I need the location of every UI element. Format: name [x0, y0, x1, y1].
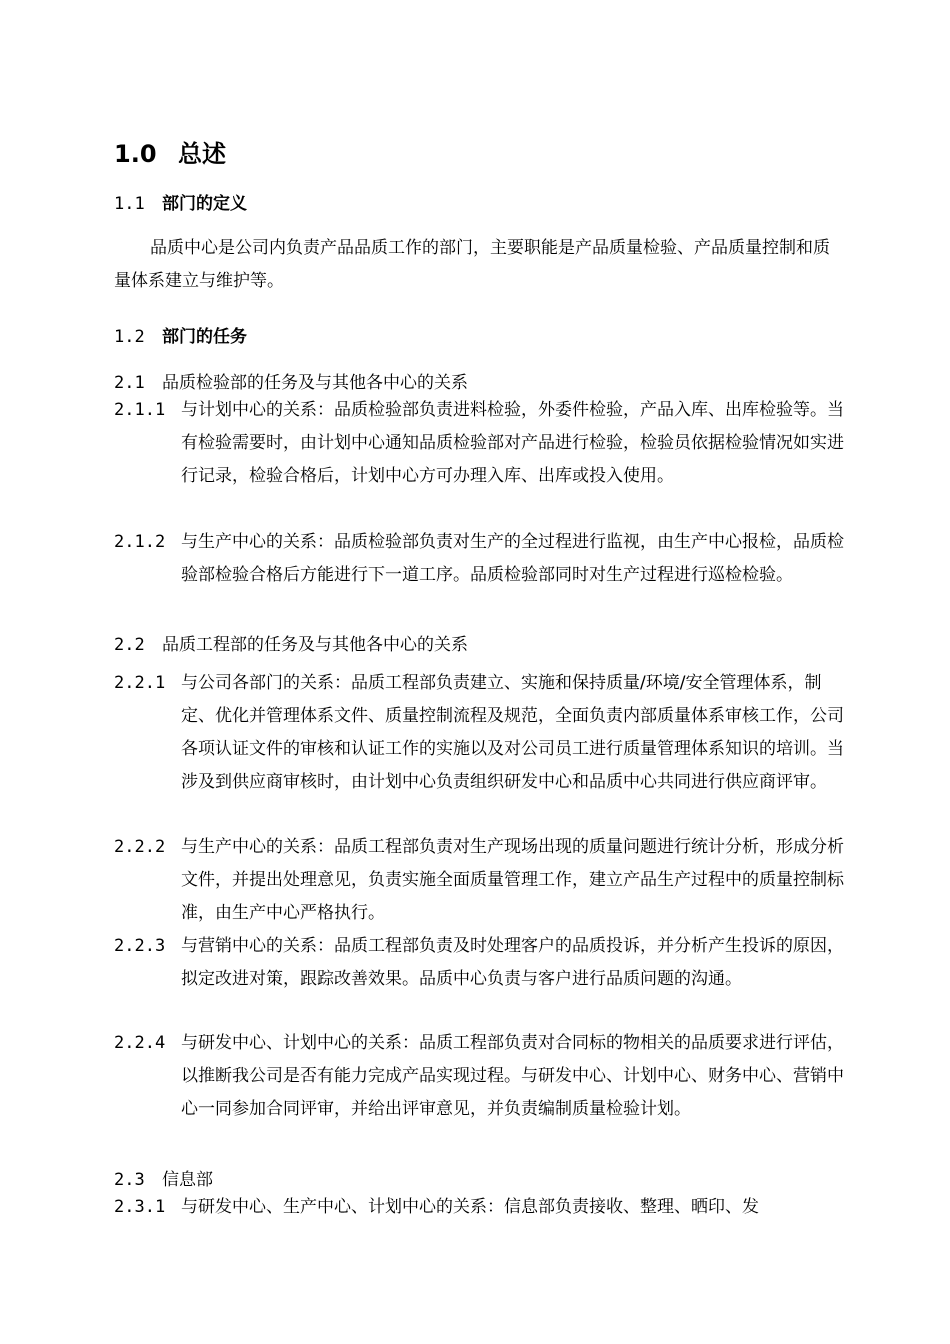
section-heading-1-2 [114, 322, 247, 347]
chapter-number: 1.0 [114, 140, 157, 168]
list-item-2-3-1 [114, 1191, 850, 1224]
section-title: 信息部 [162, 1170, 213, 1190]
list-item-2-2-4 [114, 1027, 850, 1126]
chapter-title: 总述 [178, 140, 226, 168]
section-heading-2-1 [114, 368, 468, 393]
item-number: 2.2.4 [114, 1033, 166, 1053]
section-number: 2.3 [114, 1170, 145, 1190]
item-text: 与研发中心、计划中心的关系：品质工程部负责对合同标的物相关的品质要求进行评估，以推断我公司是否有能力完成产品实现过程。与研发中心、计划中心、财务中心、营销中心一同参加合同评审，并给出评审意见，并负责编制质量检验计划。 [181, 1033, 844, 1119]
section-title: 部门的定义 [162, 194, 247, 214]
item-text: 与计划中心的关系：品质检验部负责进料检验，外委件检验，产品入库、出库检验等。当有检验需要时，由计划中心通知品质检验部对产品进行检验，检验员依据检验情况如实进行记录，检验合格后，计划中心方可办理入库、出库或投入使用。 [181, 400, 844, 486]
section-title: 品质工程部的任务及与其他各中心的关系 [162, 635, 468, 655]
section-heading-2-2 [114, 630, 468, 655]
item-text: 与营销中心的关系：品质工程部负责及时处理客户的品质投诉，并分析产生投诉的原因，拟定改进对策，跟踪改善效果。品质中心负责与客户进行品质问题的沟通。 [181, 936, 844, 989]
item-text: 与生产中心的关系：品质工程部负责对生产现场出现的质量问题进行统计分析，形成分析文件，并提出处理意见，负责实施全面质量管理工作，建立产品生产过程中的质量控制标准，由生产中心严格执行。 [181, 837, 844, 923]
section-number: 2.2 [114, 635, 145, 655]
section-title: 品质检验部的任务及与其他各中心的关系 [162, 373, 468, 393]
list-item-2-1-1 [114, 394, 850, 493]
section-1-1-body: 品质中心是公司内负责产品品质工作的部门，主要职能是产品质量检验、产品质量控制和质量体系建立与维护等。 [114, 238, 830, 291]
section-heading-2-3 [114, 1165, 213, 1190]
item-number: 2.1.2 [114, 532, 166, 552]
section-number: 2.1 [114, 373, 145, 393]
item-text: 与生产中心的关系：品质检验部负责对生产的全过程进行监视，由生产中心报检，品质检验部检验合格后方能进行下一道工序。品质检验部同时对生产过程进行巡检检验。 [181, 532, 844, 585]
item-number: 2.2.2 [114, 837, 166, 857]
item-number: 2.3.1 [114, 1197, 166, 1217]
section-title: 部门的任务 [162, 327, 247, 347]
item-text: 与公司各部门的关系：品质工程部负责建立、实施和保持质量/环境/安全管理体系，制定、优化并管理体系文件、质量控制流程及规范，全面负责内部质量体系审核工作，公司各项认证文件的审核和认证工作的实施以及对公司员工进行质量管理体系知识的培训。当涉及到供应商审核时，由计划中心负责组织研发中心和品质中心共同进行供应商评审。 [181, 673, 844, 792]
item-number: 2.2.3 [114, 936, 166, 956]
section-heading-1-1 [114, 189, 247, 214]
list-item-2-2-2 [114, 831, 850, 930]
section-number: 1.2 [114, 327, 145, 347]
item-number: 2.2.1 [114, 673, 166, 693]
list-item-2-1-2 [114, 526, 850, 592]
section-number: 1.1 [114, 194, 145, 214]
item-number: 2.1.1 [114, 400, 166, 420]
item-text: 与研发中心、生产中心、计划中心的关系：信息部负责接收、整理、晒印、发 [181, 1197, 759, 1217]
list-item-2-2-1 [114, 667, 850, 799]
chapter-heading [114, 134, 226, 169]
list-item-2-2-3 [114, 930, 850, 996]
